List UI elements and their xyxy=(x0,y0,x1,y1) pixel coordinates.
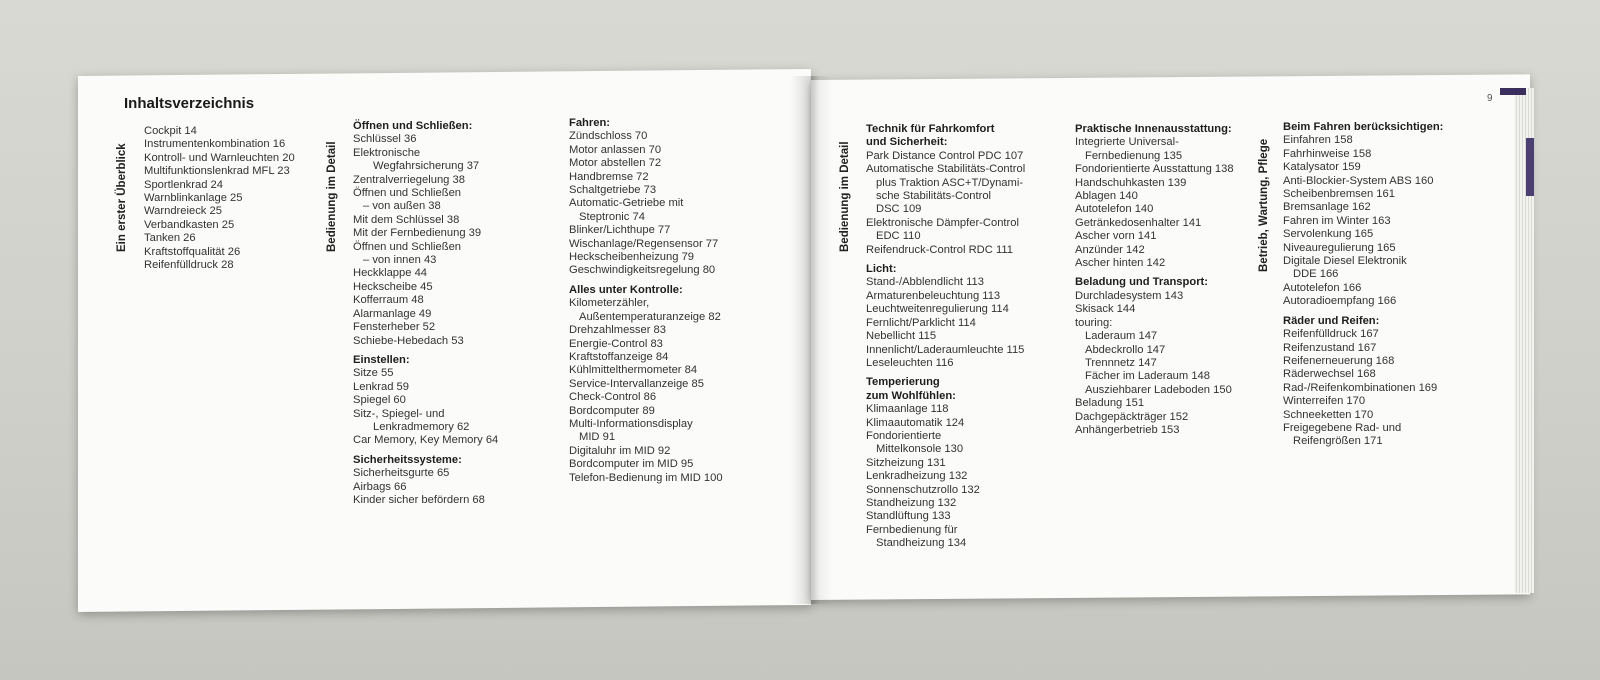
toc-entry: Autotelefon 166 xyxy=(1283,281,1362,294)
toc-entry: Fernbedienung 135 xyxy=(1085,149,1183,162)
toc-entry: Servolenkung 165 xyxy=(1283,228,1374,241)
section-label-overview: Ein erster Überblick xyxy=(116,143,128,252)
toc-entry: Wischanlage/Regensensor 77 xyxy=(569,237,719,250)
toc-entry: Autotelefon 140 xyxy=(1075,203,1154,216)
toc-section-heading: Räder und Reifen: xyxy=(1283,314,1380,327)
toc-entry: Bordcomputer 89 xyxy=(569,404,655,417)
toc-section-heading: Praktische Innenausstattung: xyxy=(1075,123,1232,135)
toc-entry: Schiebe-Hebedach 53 xyxy=(353,334,464,347)
toc-entry: Bordcomputer im MID 95 xyxy=(569,458,694,471)
page-number: 9 xyxy=(1487,93,1493,104)
toc-entry: Reifendruck-Control RDC 111 xyxy=(866,243,1013,256)
toc-entry: touring: xyxy=(1075,316,1113,329)
toc-entry: Heckklappe 44 xyxy=(353,267,428,280)
toc-entry: Schneeketten 170 xyxy=(1283,408,1374,421)
toc-entry: Motor abstellen 72 xyxy=(569,157,662,170)
toc-entry: Getränkedosenhalter 141 xyxy=(1075,216,1202,229)
toc-entry: Zündschloss 70 xyxy=(569,130,648,143)
toc-entry: Standlüftung 133 xyxy=(866,510,951,523)
toc-entry: Multifunktionslenkrad MFL 23 xyxy=(144,165,290,178)
toc-entry: Trennnetz 147 xyxy=(1085,356,1157,369)
toc-section-heading: Licht: xyxy=(866,263,897,276)
thumb-index-tab xyxy=(1500,88,1526,95)
toc-entry: Motor anlassen 70 xyxy=(569,143,662,156)
toc-entry: Ausziehbarer Ladeboden 150 xyxy=(1085,383,1232,396)
toc-entry: Mittelkonsole 130 xyxy=(876,443,964,456)
toc-entry: Dachgepäckträger 152 xyxy=(1075,410,1189,423)
toc-entry: Automatic-Getriebe mit xyxy=(569,197,684,210)
toc-entry: Telefon-Bedienung im MID 100 xyxy=(569,471,723,484)
toc-entry: Sitz-, Spiegel- und xyxy=(353,407,445,420)
toc-section-heading: Technik für Fahrkomfort xyxy=(866,123,995,135)
toc-entry: Park Distance Control PDC 107 xyxy=(866,149,1024,162)
toc-section-heading: Beladung und Transport: xyxy=(1075,276,1209,289)
toc-entry: Anhängerbetrieb 153 xyxy=(1075,423,1180,436)
toc-entry: Kraftstoffqualität 26 xyxy=(144,245,241,258)
toc-entry: Innenlicht/Laderaumleuchte 115 xyxy=(866,343,1025,356)
toc-entry: Niveauregulierung 165 xyxy=(1283,241,1396,254)
toc-entry: Fernbedienung für xyxy=(866,523,958,536)
toc-entry: Fahrhinweise 158 xyxy=(1283,147,1372,160)
toc-entry: Reifenfülldruck 167 xyxy=(1283,328,1379,341)
toc-entry: Verbandkasten 25 xyxy=(144,218,235,231)
toc-entry: Ascher hinten 142 xyxy=(1075,257,1166,270)
toc-entry: Zentralverriegelung 38 xyxy=(353,173,465,186)
toc-entry: Autoradioempfang 166 xyxy=(1283,295,1397,308)
toc-entry: Stand-/Abblendlicht 113 xyxy=(866,276,984,289)
toc-entry: Lenkradheizung 132 xyxy=(866,470,968,483)
toc-entry: Digitaluhr im MID 92 xyxy=(569,444,671,457)
toc-section-heading: Fahren: xyxy=(569,117,611,129)
toc-entry: Fächer im Laderaum 148 xyxy=(1085,370,1210,383)
toc-entry: Airbags 66 xyxy=(353,480,407,493)
toc-entry: Cockpit 14 xyxy=(144,125,197,137)
toc-entry: Freigegebene Rad- und xyxy=(1283,421,1402,434)
toc-entry: Instrumentenkombination 16 xyxy=(144,138,286,151)
toc-entry: Laderaum 147 xyxy=(1085,330,1158,343)
toc-entry: Reifenerneuerung 168 xyxy=(1283,354,1395,367)
toc-section-heading: Temperierung xyxy=(866,376,940,389)
toc-entry: Klimaanlage 118 xyxy=(866,403,949,416)
toc-entry: Heckscheibe 45 xyxy=(353,280,433,293)
toc-entry: Anti-Blockier-System ABS 160 xyxy=(1283,174,1434,187)
toc-entry: Spiegel 60 xyxy=(353,394,406,407)
toc-entry: Reifengrößen 171 xyxy=(1293,435,1383,448)
toc-entry: Multi-Informationsdisplay xyxy=(569,417,693,430)
toc-entry: Handschuhkasten 139 xyxy=(1075,176,1187,189)
toc-entry: Leuchtweitenregulierung 114 xyxy=(866,303,1009,316)
toc-entry: Heckscheibenheizung 79 xyxy=(569,251,695,264)
toc-entry: Fernlicht/Parklicht 114 xyxy=(866,316,976,329)
toc-entry: Geschwindigkeitsregelung 80 xyxy=(569,264,716,277)
toc-entry: Handbremse 72 xyxy=(569,170,649,183)
toc-entry: Öffnen und Schließen xyxy=(353,240,462,253)
toc-entry: Fensterheber 52 xyxy=(353,321,436,334)
toc-entry: Standheizung 132 xyxy=(866,496,957,509)
toc-entry: Tanken 26 xyxy=(144,232,196,245)
toc-entry: Energie-Control 83 xyxy=(569,337,663,350)
toc-entry: Drehzahlmesser 83 xyxy=(569,324,667,337)
toc-section-heading: zum Wohlfühlen: xyxy=(866,389,956,402)
toc-entry: Alarmanlage 49 xyxy=(353,307,432,320)
toc-section-heading: und Sicherheit: xyxy=(866,136,948,149)
toc-entry: Scheibenbremsen 161 xyxy=(1283,188,1395,201)
toc-entry: EDC 110 xyxy=(876,230,921,243)
toc-entry: Durchladesystem 143 xyxy=(1075,289,1184,302)
toc-entry: Steptronic 74 xyxy=(579,210,645,223)
toc-entry: Lenkradmemory 62 xyxy=(373,420,470,433)
toc-entry: Anzünder 142 xyxy=(1075,243,1145,256)
toc-entry: Check-Control 86 xyxy=(569,391,657,404)
toc-section-heading: Einstellen: xyxy=(353,353,410,366)
toc-entry: – von außen 38 xyxy=(363,200,441,213)
toc-entry: Kraftstoffanzeige 84 xyxy=(569,350,669,363)
toc-entry: Blinker/Lichthupe 77 xyxy=(569,224,671,237)
toc-entry: Sitze 55 xyxy=(353,367,394,380)
toc-entry: Sportlenkrad 24 xyxy=(144,178,223,191)
toc-entry: DSC 109 xyxy=(876,203,922,216)
toc-entry: – von innen 43 xyxy=(363,254,437,267)
toc-entry: sche Stabilitäts-Control xyxy=(876,190,992,203)
side-index-tab xyxy=(1526,138,1534,196)
toc-entry: Car Memory, Key Memory 64 xyxy=(353,434,499,447)
book-spine-shadow xyxy=(790,76,832,604)
section-label-maintenance: Betrieb, Wartung, Pflege xyxy=(1258,138,1270,272)
toc-section-heading: Alles unter Kontrolle: xyxy=(569,283,683,296)
toc-entry: Integrierte Universal- xyxy=(1075,136,1179,149)
toc-entry: Kühlmittelthermometer 84 xyxy=(569,364,698,377)
toc-entry: Öffnen und Schließen xyxy=(353,187,462,200)
toc-entry: Nebellicht 115 xyxy=(866,330,937,343)
toc-entry: Wegfahrsicherung 37 xyxy=(373,160,480,173)
toc-section-heading: Sicherheitssysteme: xyxy=(353,453,462,466)
toc-entry: Kofferraum 48 xyxy=(353,294,424,307)
toc-column xyxy=(144,125,295,272)
toc-entry: Bremsanlage 162 xyxy=(1283,201,1371,214)
toc-entry: Schaltgetriebe 73 xyxy=(569,184,657,197)
section-label-operation-1: Bedienung im Detail xyxy=(326,141,338,252)
section-label-operation-2: Bedienung im Detail xyxy=(839,141,851,252)
toc-entry: DDE 166 xyxy=(1293,268,1339,281)
toc-entry: Beladung 151 xyxy=(1075,397,1145,410)
toc-entry: Standheizung 134 xyxy=(876,537,967,550)
toc-entry: Warnblinkanlage 25 xyxy=(144,192,243,205)
toc-entry: Fahren im Winter 163 xyxy=(1283,214,1391,227)
toc-column xyxy=(569,117,723,485)
toc-entry: Mit der Fernbedienung 39 xyxy=(353,227,482,240)
toc-entry: Winterreifen 170 xyxy=(1283,395,1366,408)
page-title: Inhaltsverzeichnis xyxy=(124,95,255,112)
toc-entry: Elektronische Dämpfer-Control xyxy=(866,216,1019,229)
toc-entry: Fondorientierte Ausstattung 138 xyxy=(1075,163,1234,176)
toc-entry: Schlüssel 36 xyxy=(353,133,417,146)
toc-entry: Lenkrad 59 xyxy=(353,380,409,393)
toc-entry: Skisack 144 xyxy=(1075,303,1136,316)
toc-entry: Mit dem Schlüssel 38 xyxy=(353,213,460,226)
toc-column xyxy=(353,120,498,507)
toc-entry: Warndreieck 25 xyxy=(144,205,222,218)
toc-entry: Klimaautomatik 124 xyxy=(866,416,965,429)
toc-entry: Kinder sicher befördern 68 xyxy=(353,493,485,506)
toc-entry: Reifenzustand 167 xyxy=(1283,341,1377,354)
toc-entry: Räderwechsel 168 xyxy=(1283,368,1376,381)
toc-column xyxy=(866,123,1025,551)
toc-column xyxy=(1075,123,1234,437)
toc-entry: Fondorientierte xyxy=(866,429,942,442)
toc-entry: MID 91 xyxy=(579,431,616,444)
toc-entry: Elektronische xyxy=(353,146,421,159)
toc-entry: Einfahren 158 xyxy=(1283,134,1353,147)
toc-entry: Sicherheitsgurte 65 xyxy=(353,467,450,480)
toc-entry: Rad-/Reifenkombinationen 169 xyxy=(1283,381,1438,394)
toc-entry: Außentemperaturanzeige 82 xyxy=(579,310,721,323)
toc-entry: Ascher vorn 141 xyxy=(1075,230,1157,243)
toc-entry: Katalysator 159 xyxy=(1283,161,1361,174)
toc-entry: Ablagen 140 xyxy=(1075,190,1138,203)
toc-entry: Service-Intervallanzeige 85 xyxy=(569,377,704,390)
toc-entry: Sitzheizung 131 xyxy=(866,456,946,469)
toc-entry: Armaturenbeleuchtung 113 xyxy=(866,289,1001,302)
toc-entry: Abdeckrollo 147 xyxy=(1085,343,1166,356)
toc-section-heading: Beim Fahren berücksichtigen: xyxy=(1283,121,1444,133)
toc-entry: Kilometerzähler, xyxy=(569,297,650,310)
toc-entry: Kontroll- und Warnleuchten 20 xyxy=(144,151,295,164)
toc-column xyxy=(1283,121,1443,449)
toc-entry: Digitale Diesel Elektronik xyxy=(1283,255,1407,268)
toc-entry: Automatische Stabilitäts-Control xyxy=(866,163,1026,176)
toc-entry: Reifenfülldruck 28 xyxy=(144,259,234,272)
toc-section-heading: Öffnen und Schließen: xyxy=(353,120,473,132)
toc-entry: Leseleuchten 116 xyxy=(866,356,954,369)
toc-entry: Sonnenschutzrollo 132 xyxy=(866,483,980,496)
toc-entry: plus Traktion ASC+T/Dynami- xyxy=(876,176,1024,189)
